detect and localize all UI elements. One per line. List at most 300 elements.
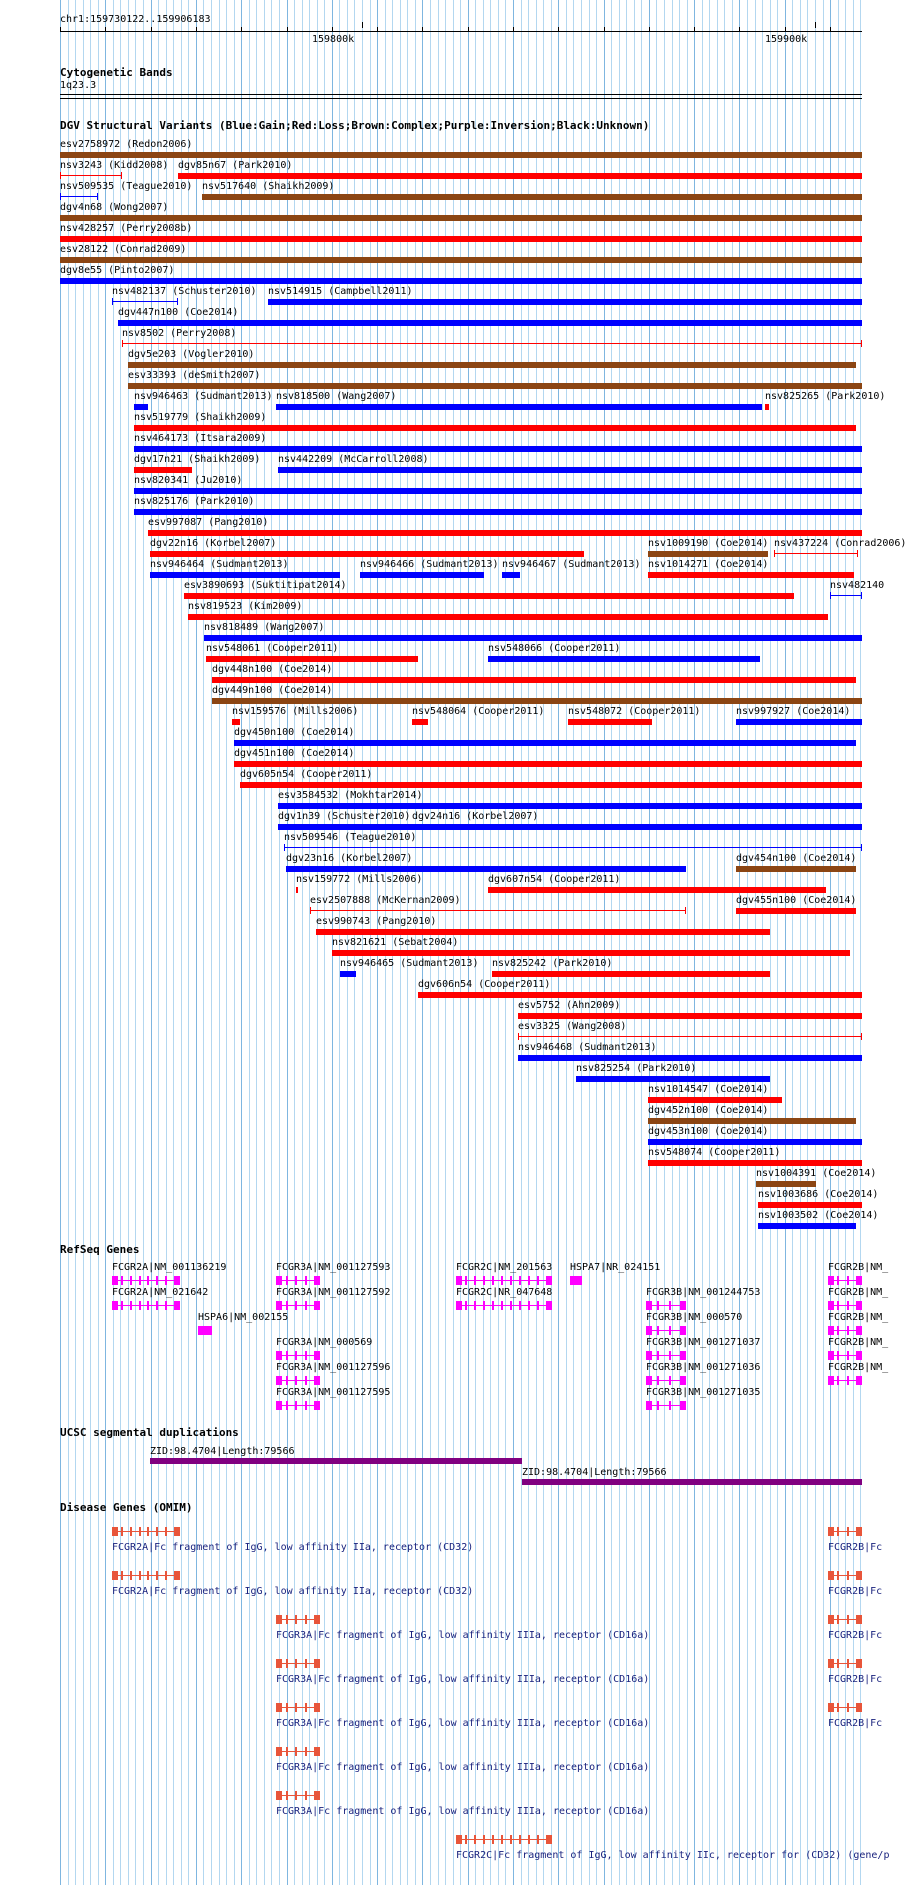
variant-cap (861, 1033, 862, 1040)
variant-label[interactable]: nsv946463 (Sudmant2013) (134, 391, 273, 402)
variant-label[interactable]: dgv5e203 (Vogler2010) (128, 349, 255, 360)
omim-track-title[interactable]: Disease Genes (OMIM) (60, 1501, 193, 1514)
variant-label[interactable]: nsv442209 (McCarroll2008) (278, 454, 429, 465)
variant-label[interactable]: dgv452n100 (Coe2014) (648, 1105, 769, 1116)
variant-bar[interactable] (518, 1013, 862, 1019)
variant-bar[interactable] (212, 698, 862, 704)
exon (156, 1276, 158, 1285)
variant-label[interactable]: dgv8e55 (Pinto2007) (60, 265, 175, 276)
variant-bar[interactable] (178, 173, 862, 179)
segdup-bar[interactable] (150, 1458, 522, 1464)
exon (305, 1376, 307, 1385)
variant-bar[interactable] (296, 887, 298, 893)
variant-bar[interactable] (128, 362, 856, 368)
exon (828, 1326, 834, 1335)
omim-gene-glyph[interactable] (828, 1569, 862, 1581)
variant-bar[interactable] (412, 824, 862, 830)
variant-label[interactable]: dgv447n100 (Coe2014) (118, 307, 239, 318)
variant-label[interactable]: nsv997927 (Coe2014) (736, 706, 851, 717)
variant-label[interactable]: nsv159576 (Mills2006) (232, 706, 359, 717)
variant-bar[interactable] (206, 656, 418, 662)
variant-cap (112, 298, 113, 305)
omim-gene-glyph[interactable] (276, 1789, 320, 1801)
refseq-gene-label[interactable]: FCGR3A|NM_001127596 (276, 1362, 391, 1373)
exon (147, 1301, 149, 1310)
refseq-gene-label[interactable]: HSPA6|NM_002155 (198, 1312, 289, 1323)
exon (537, 1835, 539, 1844)
exon (286, 1747, 288, 1756)
exon (295, 1276, 297, 1285)
variant-label[interactable]: nsv437224 (Conrad2006) (774, 538, 906, 549)
ruler-minor-tick (830, 27, 831, 31)
omim-gene-label[interactable]: FCGR2B|Fc (828, 1542, 883, 1553)
omim-gene-label[interactable]: FCGR2A|Fc fragment of IgG, low affinity IIa, receptor (CD32) (112, 1542, 474, 1553)
exon (501, 1835, 503, 1844)
exon (828, 1571, 834, 1580)
variant-label[interactable]: nsv825242 (Park2010) (492, 958, 613, 969)
variant-label[interactable]: dgv17n21 (Shaikh2009) (134, 454, 261, 465)
variant-label[interactable]: nsv482137 (Schuster2010) (112, 286, 257, 297)
variant-label[interactable]: esv33393 (deSmith2007) (128, 370, 261, 381)
omim-gene-glyph[interactable] (276, 1745, 320, 1757)
exon (856, 1703, 862, 1712)
exon (174, 1527, 180, 1536)
omim-gene-label[interactable]: FCGR3A|Fc fragment of IgG, low affinity IIIa, receptor (CD16a) (276, 1806, 650, 1817)
variant-label[interactable]: dgv451n100 (Coe2014) (234, 748, 355, 759)
variant-bar[interactable] (134, 425, 856, 431)
variant-label[interactable]: nsv1004391 (Coe2014) (756, 1168, 877, 1179)
refseq-gene-label[interactable]: FCGR2B|NM_ (828, 1262, 889, 1273)
variant-label[interactable]: nsv548061 (Cooper2011) (206, 643, 339, 654)
variant-label[interactable]: esv28122 (Conrad2009) (60, 244, 187, 255)
variant-label[interactable]: nsv548074 (Cooper2011) (648, 1147, 781, 1158)
omim-gene-label[interactable]: FCGR3A|Fc fragment of IgG, low affinity IIIa, receptor (CD16a) (276, 1762, 650, 1773)
variant-label[interactable]: dgv4n68 (Wong2007) (60, 202, 169, 213)
refseq-gene-glyph[interactable] (456, 1274, 552, 1286)
exon (546, 1835, 552, 1844)
omim-gene-label[interactable]: FCGR2B|Fc (828, 1586, 883, 1597)
variant-label[interactable]: esv3890693 (Suktitipat2014) (184, 580, 347, 591)
refseq-gene-label[interactable]: FCGR3B|NM_001271035 (646, 1387, 761, 1398)
segdup-label[interactable]: ZID:98.4704|Length:79566 (522, 1467, 667, 1478)
variant-line[interactable] (112, 301, 178, 302)
variant-line[interactable] (60, 196, 98, 197)
refseq-gene-label[interactable]: HSPA7|NR_024151 (570, 1262, 661, 1273)
exon (680, 1401, 686, 1410)
variant-bar[interactable] (60, 257, 862, 263)
refseq-gene-label[interactable]: FCGR3B|NM_001271037 (646, 1337, 761, 1348)
variant-bar[interactable] (736, 866, 856, 872)
refseq-gene-label[interactable]: FCGR2C|NM_201563 (456, 1262, 553, 1273)
exon-block (198, 1326, 212, 1335)
variant-label[interactable]: dgv450n100 (Coe2014) (234, 727, 355, 738)
variant-bar[interactable] (648, 1118, 856, 1124)
exon (174, 1571, 180, 1580)
ruler-minor-tick (377, 27, 378, 31)
variant-bar[interactable] (134, 446, 862, 452)
variant-label[interactable]: dgv1n39 (Schuster2010) (278, 811, 411, 822)
variant-label[interactable]: esv3584532 (Mokhtar2014) (278, 790, 423, 801)
exon (856, 1571, 862, 1580)
refseq-gene-glyph[interactable] (276, 1299, 320, 1311)
refseq-gene-glyph[interactable] (112, 1299, 180, 1311)
refseq-gene-label[interactable]: FCGR2B|NM_ (828, 1312, 889, 1323)
segdup-bar[interactable] (522, 1479, 862, 1485)
variant-label[interactable]: nsv517640 (Shaikh2009) (202, 181, 335, 192)
cyto-band-label: 1q23.3 (60, 80, 97, 91)
variant-bar[interactable] (134, 404, 148, 410)
variant-bar[interactable] (648, 572, 854, 578)
omim-gene-glyph[interactable] (828, 1701, 862, 1713)
variant-label[interactable]: nsv1003502 (Coe2014) (758, 1210, 879, 1221)
variant-bar[interactable] (765, 404, 769, 410)
variant-bar[interactable] (232, 719, 240, 725)
refseq-track-title[interactable]: RefSeq Genes (60, 1243, 140, 1256)
omim-gene-label[interactable]: FCGR2B|Fc (828, 1630, 883, 1641)
variant-bar[interactable] (648, 1139, 862, 1145)
variant-label[interactable]: nsv946466 (Sudmant2013) (360, 559, 499, 570)
variant-line[interactable] (774, 553, 858, 554)
refseq-gene-label[interactable]: FCGR2B|NM_ (828, 1287, 889, 1298)
exon (837, 1276, 839, 1285)
dgv-track-title[interactable]: DGV Structural Variants (Blue:Gain;Red:Loss;Brown:Complex;Purple:Inversion;Black:Unknown) (60, 119, 650, 132)
exon (646, 1326, 652, 1335)
exon (314, 1276, 320, 1285)
variant-label[interactable]: dgv454n100 (Coe2014) (736, 853, 857, 864)
variant-label[interactable]: dgv23n16 (Korbel2007) (286, 853, 413, 864)
ruler-minor-tick (468, 27, 469, 31)
exon (492, 1301, 494, 1310)
variant-bar[interactable] (268, 299, 862, 305)
exon (276, 1376, 282, 1385)
omim-gene-glyph[interactable] (828, 1525, 862, 1537)
exon (305, 1401, 307, 1410)
variant-bar[interactable] (134, 509, 862, 515)
exon (139, 1571, 141, 1580)
omim-gene-glyph[interactable] (276, 1613, 320, 1625)
refseq-gene-glyph[interactable] (828, 1324, 862, 1336)
variant-bar[interactable] (150, 572, 340, 578)
variant-bar[interactable] (736, 908, 856, 914)
omim-gene-label[interactable]: FCGR2A|Fc fragment of IgG, low affinity IIa, receptor (CD32) (112, 1586, 474, 1597)
omim-gene-label[interactable]: FCGR2B|Fc (828, 1718, 883, 1729)
exon (295, 1401, 297, 1410)
variant-label[interactable]: nsv946465 (Sudmant2013) (340, 958, 479, 969)
refseq-gene-label[interactable]: FCGR2B|NM_ (828, 1337, 889, 1348)
exon (669, 1376, 671, 1385)
exon (295, 1615, 297, 1624)
refseq-gene-label[interactable]: FCGR2C|NR_047648 (456, 1287, 553, 1298)
exon (856, 1301, 862, 1310)
variant-label[interactable]: nsv509546 (Teague2010) (284, 832, 417, 843)
exon (286, 1401, 288, 1410)
variant-label[interactable]: dgv453n100 (Coe2014) (648, 1126, 769, 1137)
variant-bar[interactable] (234, 761, 862, 767)
refseq-gene-glyph[interactable] (828, 1374, 862, 1386)
variant-label[interactable]: dgv22n16 (Korbel2007) (150, 538, 277, 549)
variant-label[interactable]: dgv85n67 (Park2010) (178, 160, 293, 171)
refseq-gene-glyph[interactable] (646, 1374, 686, 1386)
segdup-label[interactable]: ZID:98.4704|Length:79566 (150, 1446, 295, 1457)
variant-bar[interactable] (316, 929, 770, 935)
refseq-gene-glyph[interactable] (570, 1274, 582, 1286)
variant-label[interactable]: nsv514915 (Campbell2011) (268, 286, 413, 297)
variant-bar[interactable] (134, 467, 192, 473)
omim-gene-glyph[interactable] (276, 1701, 320, 1713)
exon (680, 1301, 686, 1310)
variant-bar[interactable] (736, 719, 862, 725)
variant-bar[interactable] (502, 572, 520, 578)
variant-label[interactable]: nsv1014271 (Coe2014) (648, 559, 769, 570)
exon (837, 1376, 839, 1385)
variant-bar[interactable] (418, 992, 862, 998)
variant-bar[interactable] (758, 1202, 862, 1208)
exon (847, 1571, 849, 1580)
variant-label[interactable]: nsv3243 (Kidd2008) (60, 160, 169, 171)
exon-block (570, 1276, 582, 1285)
exon (276, 1615, 282, 1624)
variant-bar[interactable] (412, 719, 428, 725)
refseq-gene-glyph[interactable] (456, 1299, 552, 1311)
exon (295, 1351, 297, 1360)
variant-label[interactable]: nsv825254 (Park2010) (576, 1063, 697, 1074)
variant-label[interactable]: dgv449n100 (Coe2014) (212, 685, 333, 696)
refseq-gene-glyph[interactable] (828, 1274, 862, 1286)
variant-bar[interactable] (340, 971, 356, 977)
refseq-gene-glyph[interactable] (828, 1299, 862, 1311)
refseq-gene-label[interactable]: FCGR3B|NM_001271036 (646, 1362, 761, 1373)
exon (295, 1301, 297, 1310)
exon (669, 1326, 671, 1335)
variant-line[interactable] (830, 595, 862, 596)
variant-label[interactable]: dgv455n100 (Coe2014) (736, 895, 857, 906)
refseq-gene-glyph[interactable] (646, 1399, 686, 1411)
variant-cap (857, 550, 858, 557)
segdup-track-title[interactable]: UCSC segmental duplications (60, 1426, 239, 1439)
exon (305, 1791, 307, 1800)
variant-label[interactable]: nsv946468 (Sudmant2013) (518, 1042, 657, 1053)
omim-gene-label[interactable]: FCGR3A|Fc fragment of IgG, low affinity IIIa, receptor (CD16a) (276, 1630, 650, 1641)
exon (657, 1376, 659, 1385)
refseq-gene-label[interactable]: FCGR3A|NM_000569 (276, 1337, 373, 1348)
variant-label[interactable]: esv2758972 (Redon2006) (60, 139, 193, 150)
variant-bar[interactable] (278, 824, 412, 830)
variant-line[interactable] (122, 343, 862, 344)
variant-bar[interactable] (756, 1181, 816, 1187)
exon (456, 1835, 462, 1844)
variant-bar[interactable] (184, 593, 794, 599)
variant-label[interactable]: nsv825176 (Park2010) (134, 496, 255, 507)
variant-bar[interactable] (332, 950, 850, 956)
variant-line[interactable] (284, 847, 862, 848)
variant-bar[interactable] (518, 1055, 862, 1061)
refseq-gene-label[interactable]: FCGR3B|NM_001244753 (646, 1287, 761, 1298)
ruler-tick (815, 22, 816, 28)
exon (528, 1276, 530, 1285)
variant-label[interactable]: nsv946464 (Sudmant2013) (150, 559, 289, 570)
ruler-minor-tick (422, 27, 423, 31)
omim-gene-glyph[interactable] (276, 1657, 320, 1669)
variant-bar[interactable] (118, 320, 862, 326)
variant-line[interactable] (518, 1036, 862, 1037)
variant-label[interactable]: nsv818500 (Wang2007) (276, 391, 397, 402)
location-label: chr1:159730122..159906183 (60, 14, 211, 25)
refseq-gene-glyph[interactable] (646, 1299, 686, 1311)
exon (314, 1659, 320, 1668)
refseq-gene-glyph[interactable] (276, 1374, 320, 1386)
variant-label[interactable]: dgv607n54 (Cooper2011) (488, 874, 621, 885)
variant-bar[interactable] (278, 467, 862, 473)
variant-cap (861, 844, 862, 851)
variant-bar[interactable] (60, 236, 862, 242)
variant-label[interactable]: nsv464173 (Itsara2009) (134, 433, 267, 444)
variant-bar[interactable] (286, 866, 686, 872)
refseq-gene-glyph[interactable] (276, 1274, 320, 1286)
omim-gene-label[interactable]: FCGR2B|Fc (828, 1674, 883, 1685)
omim-gene-label[interactable]: FCGR3A|Fc fragment of IgG, low affinity IIIa, receptor (CD16a) (276, 1718, 650, 1729)
refseq-gene-label[interactable]: FCGR2B|NM_ (828, 1362, 889, 1373)
refseq-gene-label[interactable]: FCGR3B|NM_000570 (646, 1312, 743, 1323)
variant-bar[interactable] (240, 782, 862, 788)
exon (646, 1301, 652, 1310)
variant-cap (121, 172, 122, 179)
variant-cap (861, 340, 862, 347)
variant-label[interactable]: nsv820341 (Ju2010) (134, 475, 243, 486)
variant-label[interactable]: esv3325 (Wang2008) (518, 1021, 627, 1032)
refseq-gene-glyph[interactable] (276, 1399, 320, 1411)
exon (286, 1376, 288, 1385)
exon (646, 1351, 652, 1360)
refseq-gene-glyph[interactable] (198, 1324, 212, 1336)
variant-line[interactable] (60, 175, 122, 176)
omim-gene-glyph[interactable] (112, 1569, 180, 1581)
variant-bar[interactable] (488, 887, 826, 893)
variant-label[interactable]: nsv159772 (Mills2006) (296, 874, 423, 885)
variant-label[interactable]: nsv821621 (Sebat2004) (332, 937, 459, 948)
variant-bar[interactable] (234, 740, 856, 746)
ruler-minor-tick (196, 27, 197, 31)
variant-bar[interactable] (128, 383, 862, 389)
variant-bar[interactable] (648, 1097, 782, 1103)
refseq-gene-label[interactable]: FCGR2A|NM_021642 (112, 1287, 209, 1298)
variant-bar[interactable] (576, 1076, 770, 1082)
omim-gene-glyph[interactable] (456, 1833, 552, 1845)
refseq-gene-glyph[interactable] (828, 1349, 862, 1361)
variant-label[interactable]: nsv818489 (Wang2007) (204, 622, 325, 633)
variant-label[interactable]: nsv548072 (Cooper2011) (568, 706, 701, 717)
exon (130, 1276, 132, 1285)
exon (314, 1376, 320, 1385)
refseq-gene-label[interactable]: FCGR2A|NM_001136219 (112, 1262, 227, 1273)
variant-label[interactable]: esv997087 (Pang2010) (148, 517, 269, 528)
exon (847, 1659, 849, 1668)
variant-bar[interactable] (60, 278, 862, 284)
variant-bar[interactable] (568, 719, 652, 725)
variant-label[interactable]: nsv825265 (Park2010) (765, 391, 886, 402)
ruler-minor-tick (694, 27, 695, 31)
variant-bar[interactable] (758, 1223, 856, 1229)
variant-bar[interactable] (648, 1160, 862, 1166)
omim-gene-label[interactable]: FCGR2C|Fc fragment of IgG, low affinity IIc, receptor for (CD32) (gene/p (456, 1850, 890, 1861)
omim-gene-glyph[interactable] (112, 1525, 180, 1537)
exon (669, 1301, 671, 1310)
variant-label[interactable]: dgv606n54 (Cooper2011) (418, 979, 551, 990)
variant-line[interactable] (310, 910, 686, 911)
variant-label[interactable]: nsv946467 (Sudmant2013) (502, 559, 641, 570)
variant-label[interactable]: esv990743 (Pang2010) (316, 916, 437, 927)
exon (295, 1659, 297, 1668)
ruler-tick (362, 22, 363, 28)
variant-label[interactable]: nsv428257 (Perry2008b) (60, 223, 193, 234)
variant-bar[interactable] (60, 152, 862, 158)
variant-bar[interactable] (276, 404, 762, 410)
cyto-track-title[interactable]: Cytogenetic Bands (60, 66, 173, 79)
refseq-gene-label[interactable]: FCGR3A|NM_001127593 (276, 1262, 391, 1273)
exon (314, 1401, 320, 1410)
variant-bar[interactable] (492, 971, 770, 977)
variant-label[interactable]: nsv548064 (Cooper2011) (412, 706, 545, 717)
variant-label[interactable]: nsv1003686 (Coe2014) (758, 1189, 879, 1200)
refseq-gene-glyph[interactable] (112, 1274, 180, 1286)
exon (121, 1527, 123, 1536)
variant-label[interactable]: nsv819523 (Kim2009) (188, 601, 303, 612)
exon (856, 1527, 862, 1536)
variant-label[interactable]: nsv8502 (Perry2008) (122, 328, 237, 339)
variant-label[interactable]: dgv24n16 (Korbel2007) (412, 811, 539, 822)
variant-label[interactable]: dgv448n100 (Coe2014) (212, 664, 333, 675)
variant-label[interactable]: nsv548066 (Cooper2011) (488, 643, 621, 654)
variant-label[interactable]: nsv509535 (Teague2010) (60, 181, 193, 192)
variant-bar[interactable] (360, 572, 484, 578)
exon (456, 1276, 462, 1285)
variant-label[interactable]: nsv519779 (Shaikh2009) (134, 412, 267, 423)
variant-label[interactable]: esv5752 (Ahn2009) (518, 1000, 621, 1011)
variant-bar[interactable] (188, 614, 828, 620)
variant-bar[interactable] (488, 656, 760, 662)
omim-gene-glyph[interactable] (828, 1657, 862, 1669)
variant-label[interactable]: nsv482140 (830, 580, 885, 591)
variant-bar[interactable] (202, 194, 862, 200)
variant-bar[interactable] (134, 488, 862, 494)
omim-gene-glyph[interactable] (828, 1613, 862, 1625)
refseq-gene-label[interactable]: FCGR3A|NM_001127595 (276, 1387, 391, 1398)
variant-bar[interactable] (212, 677, 856, 683)
refseq-gene-glyph[interactable] (276, 1349, 320, 1361)
variant-bar[interactable] (150, 551, 584, 557)
variant-bar[interactable] (60, 215, 862, 221)
variant-label[interactable]: nsv1014547 (Coe2014) (648, 1084, 769, 1095)
variant-label[interactable]: dgv605n54 (Cooper2011) (240, 769, 373, 780)
exon (847, 1527, 849, 1536)
variant-bar[interactable] (204, 635, 862, 641)
exon (837, 1571, 839, 1580)
exon (305, 1703, 307, 1712)
exon (528, 1301, 530, 1310)
exon (165, 1527, 167, 1536)
refseq-gene-label[interactable]: FCGR3A|NM_001127592 (276, 1287, 391, 1298)
refseq-gene-glyph[interactable] (646, 1324, 686, 1336)
variant-label[interactable]: esv2507888 (McKernan2009) (310, 895, 461, 906)
variant-bar[interactable] (148, 530, 862, 536)
variant-label[interactable]: nsv1009190 (Coe2014) (648, 538, 769, 549)
exon (295, 1747, 297, 1756)
omim-gene-label[interactable]: FCGR3A|Fc fragment of IgG, low affinity IIIa, receptor (CD16a) (276, 1674, 650, 1685)
refseq-gene-glyph[interactable] (646, 1349, 686, 1361)
exon (286, 1791, 288, 1800)
variant-bar[interactable] (278, 803, 862, 809)
variant-cap (60, 172, 61, 179)
variant-bar[interactable] (648, 551, 768, 557)
